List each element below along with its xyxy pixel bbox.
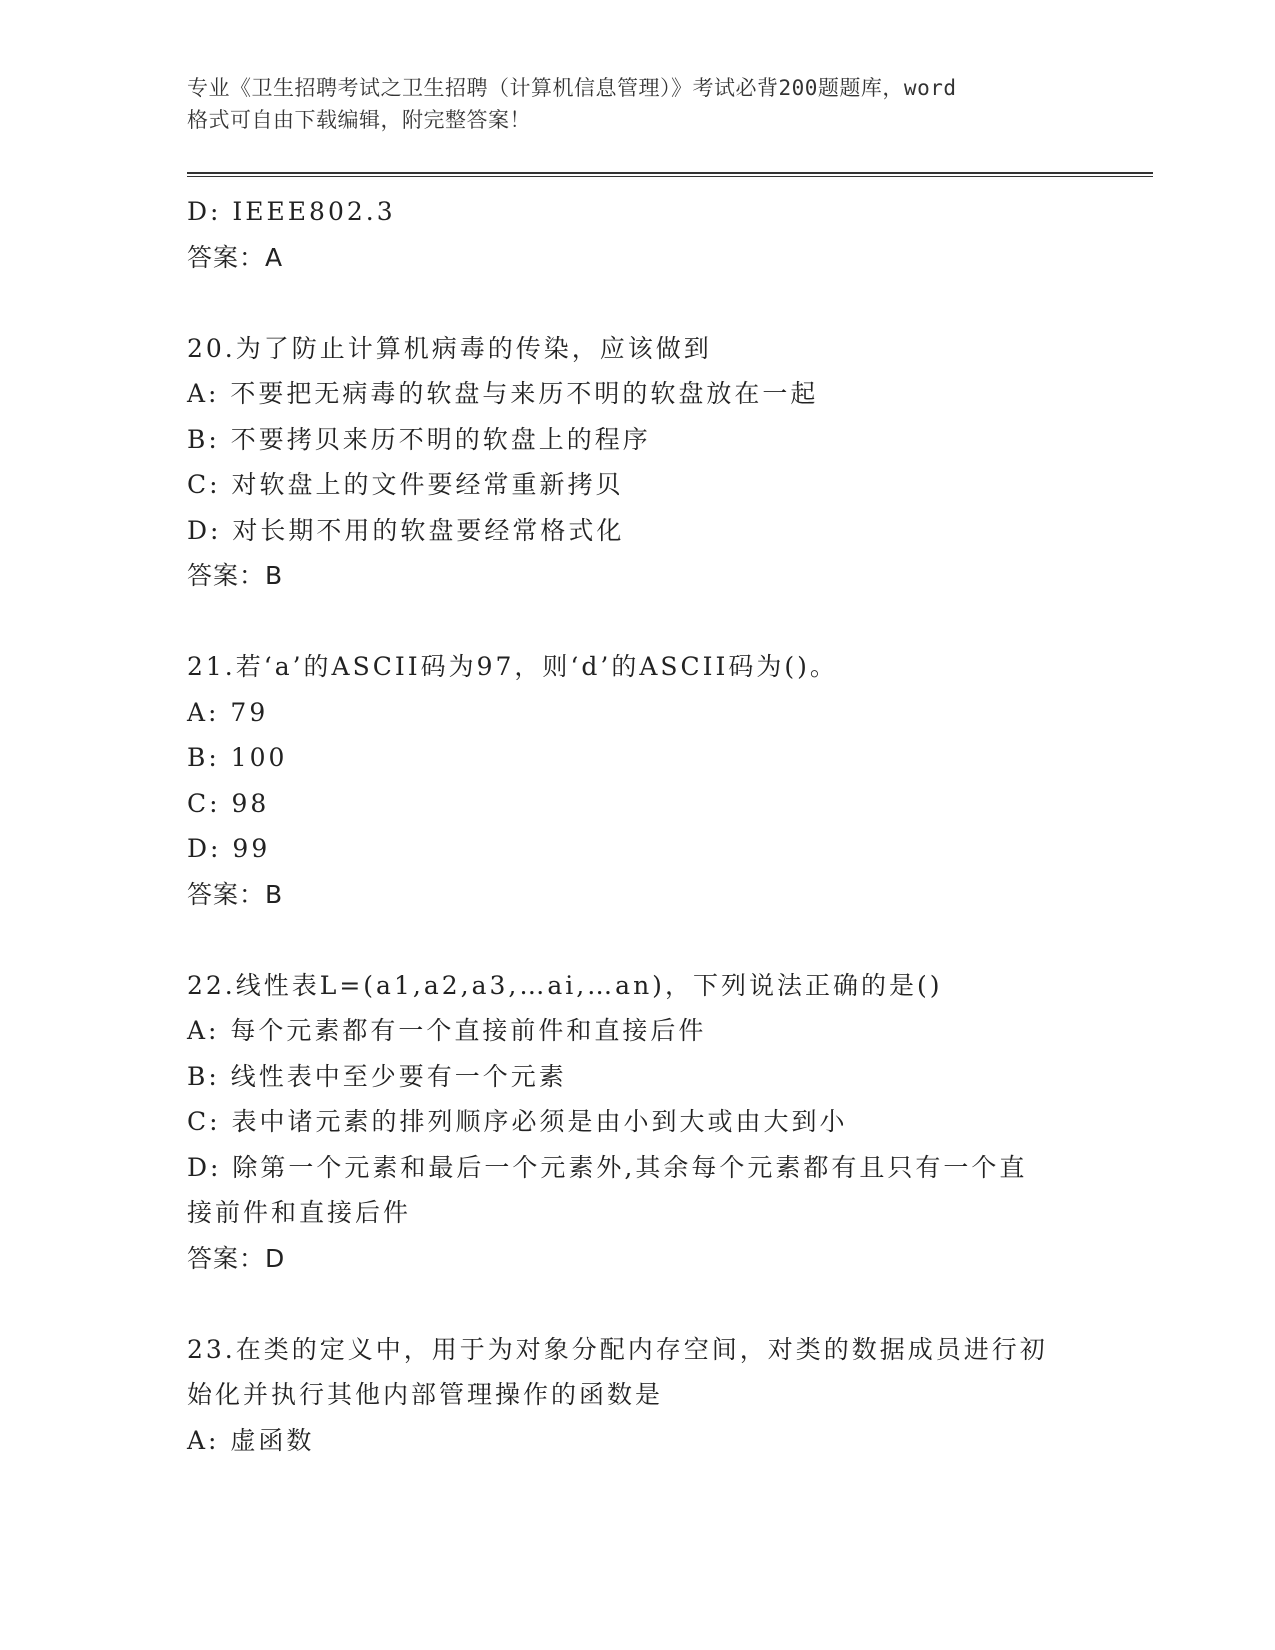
option-d-line-1: D: 除第一个元素和最后一个元素外,其余每个元素都有且只有一个直 (187, 1152, 1028, 1182)
question-stem: 20.为了防止计算机病毒的传染，应该做到 (187, 333, 712, 363)
question-20 (187, 326, 1153, 599)
option-a: A: 不要把无病毒的软盘与来历不明的软盘放在一起 (187, 379, 819, 408)
answer: 答案：D (187, 1243, 286, 1273)
question-list (187, 189, 1153, 1463)
answer: 答案：B (187, 561, 284, 590)
header-divider (187, 172, 1153, 177)
question-stem-line-2: 始化并执行其他内部管理操作的函数是 (187, 1380, 664, 1409)
option-a: A: 虚函数 (187, 1425, 315, 1455)
option-a: A: 79 (187, 697, 269, 727)
answer: 答案：B (187, 879, 284, 909)
header-line-1: 专业《卫生招聘考试之卫生招聘（计算机信息管理）》考试必背200题题库，word (187, 76, 957, 100)
option-d: D: 对长期不用的软盘要经常格式化 (187, 515, 625, 545)
option-d-line-2: 接前件和直接后件 (187, 1198, 412, 1227)
question-stem: 22.线性表L=(a1,a2,a3,…ai,…an)，下列说法正确的是() (187, 970, 943, 1000)
option-c: C: 对软盘上的文件要经常重新拷贝 (187, 470, 624, 499)
question-22 (187, 963, 1153, 1282)
option-b: B: 不要拷贝来历不明的软盘上的程序 (187, 424, 651, 454)
document-page (187, 72, 1153, 1463)
prev-answer: 答案：A (187, 242, 284, 272)
option-c: C: 98 (187, 788, 270, 818)
option-b: B: 100 (187, 743, 288, 772)
header-line-2: 格式可自由下载编辑，附完整答案！ (187, 108, 531, 132)
option-d: D: 99 (187, 834, 271, 863)
document-header (187, 72, 1153, 136)
option-a: A: 每个元素都有一个直接前件和直接后件 (187, 1016, 707, 1045)
question-21 (187, 644, 1153, 917)
option-b: B: 线性表中至少要有一个元素 (187, 1061, 567, 1091)
question-23 (187, 1327, 1153, 1464)
question-stem: 21.若‘a’的ASCII码为97，则‘d’的ASCII码为()。 (187, 652, 838, 681)
prev-option-d: D: IEEE802.3 (187, 197, 396, 226)
question-stem-line-1: 23.在类的定义中，用于为对象分配内存空间，对类的数据成员进行初 (187, 1334, 1048, 1364)
option-c: C: 表中诸元素的排列顺序必须是由小到大或由大到小 (187, 1107, 848, 1136)
